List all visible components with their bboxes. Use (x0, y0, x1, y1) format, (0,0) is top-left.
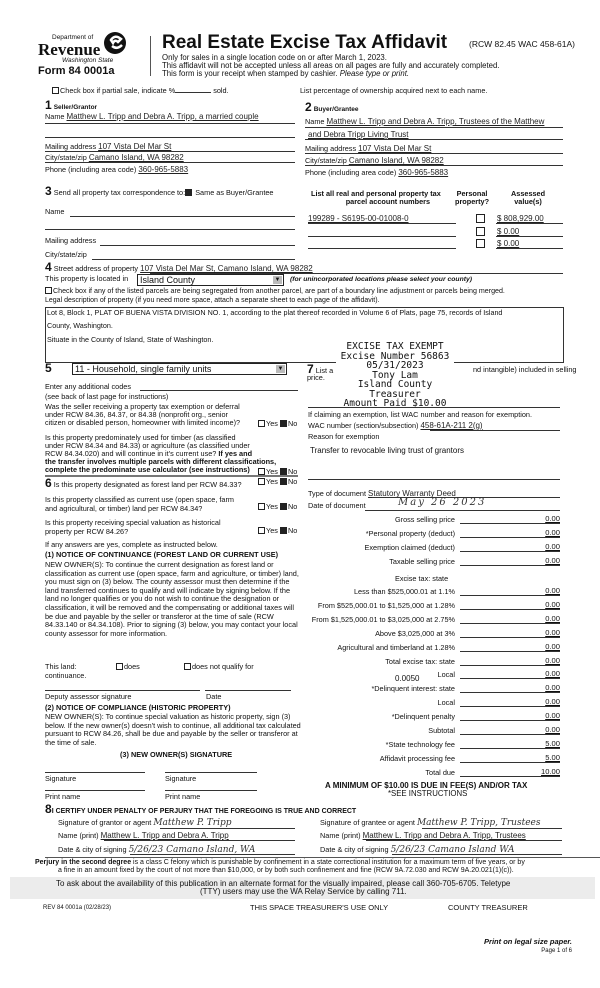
calc-label: Subtotal (428, 726, 455, 735)
timber-question: Is this property predominately used for timber (as classified under RCW 84.34 and 84.33) or agriculture (as classified under RCW 84.34.020) and will continue in it's current use? If yes and the transfer involves multiple parcels with different classifications, complete the predominate use calculator (see instructions) (45, 433, 277, 474)
calc-value[interactable]: 0.00 (460, 556, 560, 566)
assessed-value[interactable]: $ 808,929.00 (497, 214, 544, 223)
personal-property-line[interactable] (308, 407, 560, 408)
owner-signature-line-1[interactable] (45, 772, 145, 773)
calc-value[interactable]: 5.00 (460, 753, 560, 763)
accessibility-line-2: (TTY) users may use the WA Relay Service by calling 711. (200, 887, 407, 896)
county-treasurer-label: COUNTY TREASURER (448, 903, 528, 912)
grantor-signature-field[interactable]: Signature of grantor or agent Matthew P. Tripp (58, 818, 232, 828)
wac-number-field[interactable]: WAC number (section/subsection) 458-61A-211 2(g) (308, 421, 483, 430)
does-checkbox[interactable] (116, 663, 123, 670)
calc-value[interactable]: 0.00 (460, 656, 560, 666)
header-divider (150, 36, 151, 76)
calc-row (300, 541, 563, 553)
calc-value[interactable]: 0.00 (460, 642, 560, 652)
historic-question: Is this property receiving special valuation as historical property per RCW 84.26? (45, 518, 221, 536)
ownership-note: List percentage of ownership acquired next to each name. (300, 86, 488, 95)
revision-code: REV 84 0001a (02/28/23) (43, 905, 112, 911)
print-name-label-2: Print name (165, 792, 201, 801)
calc-label: *Delinquent interest: state (371, 684, 455, 694)
q5-yes-checkbox[interactable] (258, 527, 265, 534)
legal-label: Legal description of property (if you need more space, attach a separate sheet to each page of the affidavit). (45, 297, 380, 304)
does-not-checkbox[interactable] (184, 663, 191, 670)
washington-state: Washington State (62, 57, 114, 64)
if-yes-note: If any answers are yes, complete as instructed below. (45, 540, 218, 549)
segregate-checkbox[interactable] (45, 287, 52, 294)
buyer-city-field[interactable]: City/state/zip Camano Island, WA 98282 (305, 156, 444, 165)
q1-yes-no: Yes No (258, 420, 297, 428)
calc-label: Local (437, 698, 455, 708)
calc-label: Local (437, 670, 455, 680)
treasurer-use-only: THIS SPACE TREASURER'S USE ONLY (250, 903, 389, 912)
continuance-label: continuance. (45, 671, 87, 680)
deputy-label: Deputy assessor signature (45, 692, 132, 701)
calc-label: Total excise tax: state (385, 656, 455, 666)
notice-compliance-body: NEW OWNER(S): To continue special valuation as historic property, sign (3) below. If the new owner(s) doesn't wish to continue, all additional tax calculated pursuant to RCW 84.26, shall be due and payable by the seller or transferor at the time of sale. (45, 712, 301, 747)
does-not-option: does not qualify for (184, 663, 254, 671)
header-note-3: This form is your receipt when stamped by cashier. Please type or print. (162, 69, 410, 78)
dept-of: Department of (52, 34, 94, 41)
calc-value[interactable]: 0.00 (460, 669, 560, 679)
grantor-name-field[interactable]: Name (print) Matthew L. Tripp and Debra A. Tripp (58, 831, 229, 840)
county-note: (for unincorporated locations please select your county) (290, 276, 473, 283)
this-land-label: This land: (45, 662, 77, 671)
personal-property-checkbox[interactable] (476, 239, 485, 248)
q3-yes-checkbox[interactable] (258, 478, 265, 485)
calc-row (300, 682, 563, 694)
calc-label: Exemption claimed (deduct) (364, 543, 455, 552)
calc-label: Total due (425, 767, 455, 777)
assessed-value[interactable]: $ 0.00 (497, 239, 520, 248)
calc-row (300, 710, 563, 722)
calc-value[interactable]: 0.00 (460, 697, 560, 707)
calc-label: From $1,525,000.01 to $3,025,000 at 2.75% (311, 614, 455, 624)
q2-yes-no: Yes No (258, 468, 297, 476)
notice-continuance-heading: (1) NOTICE OF CONTINUANCE (FOREST LAND OR CURRENT USE) (45, 550, 279, 559)
seller-city-field[interactable]: City/state/zip Camano Island, WA 98282 (45, 153, 184, 162)
calc-row (300, 641, 563, 653)
calc-value[interactable]: 0.00 (460, 528, 560, 538)
legal-line-1: Lot 8, Block 1, PLAT OF BUENA VISTA DIVISION NO. 1, according to the plat thereof recorded in Volume 6 of Plats, page 75, records of Island (47, 308, 503, 317)
personal-property-checkbox[interactable] (476, 214, 485, 223)
local-rate: 0.0050 (395, 674, 420, 683)
legal-line-3: Situate in the County of Island, State of Washington. (47, 335, 214, 344)
calc-label: Gross selling price (394, 515, 455, 524)
legal-paper-note: Print on legal size paper. (484, 937, 572, 946)
revenue-logo-text: Revenue (38, 40, 101, 59)
print-name-label-1: Print name (45, 792, 81, 801)
document-date-label: Date of document (308, 501, 366, 510)
calc-value[interactable]: 0.00 (460, 725, 560, 735)
assessed-value[interactable]: $ 0.00 (497, 227, 520, 236)
q4-no-checkbox[interactable] (280, 503, 287, 510)
partial-sale: Check box if partial sale, indicate % sold. (52, 87, 229, 95)
calc-label: Affidavit processing fee (379, 753, 455, 763)
calc-row (300, 585, 563, 597)
notice-continuance-body: NEW OWNER(S): To continue the current designation as forest land or classification as current use (open space, farm and agriculture, or timber) land, you must sign on (3) below. The county assessor must then determine if the land transferred continues to qualify and will indicate by signing below. If the land no longer qualifies or you do not wish to continue the designation or classification, it will be removed and the compensating or additional taxes will be due and payable by the seller or transferor at the time of sale (RCW 84.33.140 or 84.34.108). Prior to signing (3) below, you may contact your local county assessor for more information. (45, 560, 299, 638)
calc-value[interactable]: 5.00 (460, 739, 560, 749)
calc-row (300, 738, 563, 750)
dropdown-arrow-icon: ▼ (274, 277, 281, 283)
grantor-date-field[interactable]: Date & city of signing 5/26/23 Camano Island, WA (58, 845, 256, 855)
q4-yes-no: Yes No (258, 503, 297, 511)
same-as-buyer-checkbox[interactable] (185, 189, 192, 196)
calc-value[interactable]: 0.00 (460, 711, 560, 721)
reason-label: Reason for exemption (308, 432, 380, 441)
q5-yes-no: Yes No (258, 527, 297, 535)
corr-name-input[interactable] (70, 216, 295, 217)
calc-row (300, 555, 563, 567)
signature-label-2: Signature (165, 774, 197, 783)
document-type-field[interactable]: Type of document Statutory Warranty Deed (308, 489, 456, 498)
q3-yes-no: Yes No (258, 478, 297, 486)
document-date-value[interactable]: May 26 2023 (398, 497, 487, 508)
grantee-name-field[interactable]: Name (print) Matthew L. Tripp and Debra A. Tripp, Trustees (320, 831, 526, 840)
county-select[interactable]: Island County ▼ (137, 274, 284, 286)
calc-row (300, 668, 563, 680)
date-label: Date (206, 692, 222, 701)
does-option: does (116, 663, 140, 671)
form-number: Form 84 0001a (38, 65, 115, 77)
see-instructions: *SEE INSTRUCTIONS (388, 789, 468, 798)
q5-no-checkbox[interactable] (280, 527, 287, 534)
header-note-1: Only for sales in a single location code on or after March 1, 2023. (162, 53, 387, 62)
corr-name-label: Name (45, 207, 65, 216)
personal-header: Personal property? (455, 189, 490, 207)
excise-heading: Excise tax: state (395, 574, 449, 583)
forest-question: 6 Is this property designated as forest land per RCW 84.33? (45, 476, 242, 490)
exemption-question: Was the seller receiving a property tax exemption or deferral under RCW 84.36, 84.37, or 84.38 (nonprofit org., senior citizen or disabled person, homeowner with limited income)? (45, 402, 241, 427)
treasurer-stamp: EXCISE TAX EXEMPT Excise Number 56863 05/31/2023 Tony Lam Island County Treasurer Amount Paid $10.00 (336, 342, 454, 409)
calc-label: *Delinquent penalty (391, 712, 455, 722)
personal-property-checkbox[interactable] (476, 227, 485, 236)
rcw-reference: (RCW 82.45 WAC 458-61A) (469, 39, 575, 49)
buyer-name-field[interactable]: Name Matthew L. Tripp and Debra A. Tripp, Trustees of the Matthew (305, 117, 545, 126)
calc-value[interactable]: 0.00 (460, 586, 560, 596)
calc-label: Above $3,025,000 at 3% (375, 628, 455, 638)
corr-city-input[interactable] (92, 259, 295, 260)
calc-row (300, 752, 563, 764)
section-7-price: price. (307, 373, 325, 382)
calc-row (300, 527, 563, 539)
owner-print-line-1[interactable] (45, 790, 145, 791)
calc-row (300, 696, 563, 708)
segregate-row: Check box if any of the listed parcels are being segregated from another parcel, are part of a boundary line adjustment or parcels being merged. (45, 287, 505, 295)
q4-yes-checkbox[interactable] (258, 503, 265, 510)
buyer-phone-field[interactable]: Phone (including area code) 360-965-5883 (305, 168, 449, 177)
calc-value[interactable]: 0.00 (460, 600, 560, 610)
page-number: Page 1 of 6 (541, 948, 572, 954)
calc-value[interactable]: 10.00 (460, 767, 560, 777)
parcel-number[interactable]: 199289 - S6195-00-01008-0 (308, 214, 409, 223)
dor-logo-icon (103, 30, 127, 56)
calc-row (300, 613, 563, 625)
grantee-date-field[interactable]: Date & city of signing 5/26/23 Camano Island WA (320, 845, 515, 855)
buyer-mailing-field[interactable]: Mailing address 107 Vista Del Mar St (305, 144, 432, 153)
minimum-due-note: A MINIMUM OF $10.00 IS DUE IN FEE(S) AND/OR TAX (325, 781, 528, 790)
seller-heading: 1 Seller/Grantor (45, 98, 98, 112)
partial-sale-checkbox[interactable] (52, 87, 59, 94)
page-title: Real Estate Excise Tax Affidavit (162, 32, 448, 53)
calc-value[interactable]: 0.00 (460, 614, 560, 624)
codes-label: Enter any additional codes (45, 382, 131, 391)
calc-label: From $525,000.01 to $1,525,000 at 1.28% (317, 600, 455, 610)
calc-label: Less than $525,000.01 at 1.1% (353, 587, 455, 596)
calc-label: *Personal property (deduct) (365, 529, 455, 538)
accessibility-line-1: To ask about the availability of this publication in an alternate format for the visually impaired, please call 360-705-6705. Teletype (56, 879, 511, 888)
q1-no-checkbox[interactable] (280, 420, 287, 427)
calc-value[interactable]: 0.00 (460, 683, 560, 693)
reason-value[interactable]: Transfer to revocable living trust of grantors (310, 446, 464, 455)
new-owner-signature-heading: (3) NEW OWNER(S) SIGNATURE (120, 750, 233, 759)
section-7-list: 7 List a (307, 362, 334, 376)
certify-heading: 8I CERTIFY UNDER PENALTY OF PERJURY THAT THE FOREGOING IS TRUE AND CORRECT (45, 802, 357, 816)
calc-row (300, 513, 563, 525)
calc-label: *State technology fee (385, 739, 455, 749)
q2-yes-checkbox[interactable] (258, 468, 265, 475)
calc-row (300, 627, 563, 639)
q2-no-checkbox[interactable] (280, 468, 287, 475)
exemption-note: If claiming an exemption, list WAC number and reason for exemption. (308, 410, 533, 419)
signature-label-1: Signature (45, 774, 77, 783)
deputy-signature-line[interactable] (45, 690, 200, 691)
seller-mailing-field[interactable]: Mailing address 107 Vista Del Mar St (45, 142, 172, 151)
corr-mail-label: Mailing address (45, 236, 97, 245)
corr-city-label: City/state/zip (45, 250, 87, 259)
calc-row (300, 655, 563, 667)
use-code-select[interactable]: 11 - Household, single family units ▼ (72, 363, 287, 375)
dropdown-arrow-icon: ▼ (277, 366, 284, 372)
codes-input[interactable] (140, 390, 298, 391)
header-note-2: This affidavit will not be accepted unless all areas on all pages are fully and accurately completed. (162, 61, 500, 70)
calc-row (300, 599, 563, 611)
street-address-field[interactable]: 4 Street address of property 107 Vista Del Mar St, Camano Island, WA 98282 (45, 260, 313, 274)
calc-value[interactable]: 0.00 (460, 542, 560, 552)
q3-no-checkbox[interactable] (280, 478, 287, 485)
calc-row (300, 766, 563, 778)
parcel-header: List all real and personal property tax parcel account numbers (311, 189, 441, 207)
corr-mail-input[interactable] (100, 245, 295, 246)
legal-line-2: County, Washington. (47, 321, 113, 330)
deputy-date-line[interactable] (205, 690, 291, 691)
calc-label: Agricultural and timberland at 1.28% (337, 642, 455, 652)
notice-compliance-heading: (2) NOTICE OF COMPLIANCE (HISTORIC PROPERTY) (45, 703, 231, 712)
q1-yes-checkbox[interactable] (258, 420, 265, 427)
seller-phone-field[interactable]: Phone (including area code) 360-965-5883 (45, 165, 189, 174)
codes-note: (see back of last page for instructions) (45, 392, 169, 401)
grantee-signature-field[interactable]: Signature of grantee or agent Matthew P. Tripp, Trustees (320, 818, 541, 828)
correspondence-row: 3 Send all property tax correspondence to: Same as Buyer/Grantee (45, 184, 274, 198)
calc-label: Taxable selling price (389, 557, 455, 566)
seller-name-field[interactable]: Name Matthew L. Tripp and Debra A. Tripp, a married couple (45, 112, 259, 121)
calc-value[interactable]: 0.00 (460, 514, 560, 524)
perjury-line-1: Perjury in the second degree is a class C felony which is punishable by confinement in a state correctional institution for a maximum term of five years, or by (35, 859, 525, 866)
owner-print-line-2[interactable] (165, 790, 257, 791)
section-7-tail: nd intangible) included in selling (473, 365, 577, 374)
buyer-name-line2[interactable]: and Debra Tripp Living Trust (308, 130, 409, 139)
buyer-heading: 2 Buyer/Grantee (305, 100, 359, 114)
assessed-header: Assessed value(s) (511, 189, 546, 207)
located-label: This property is located in (45, 274, 129, 283)
calc-value[interactable]: 0.00 (460, 628, 560, 638)
calc-row (300, 724, 563, 736)
perjury-line-2: a fine in an amount fixed by the court of not more than $10,000, or by both such confinement and fine (RCW 9A.72.030 and RCW 9A.20.021(1)(c)). (58, 867, 514, 874)
current-use-question: Is this property classified as current use (open space, farm and agricultural, or timber) land per RCW 84.34? (45, 495, 234, 513)
owner-signature-line-2[interactable] (165, 772, 257, 773)
section-5-number: 5 (45, 361, 52, 375)
